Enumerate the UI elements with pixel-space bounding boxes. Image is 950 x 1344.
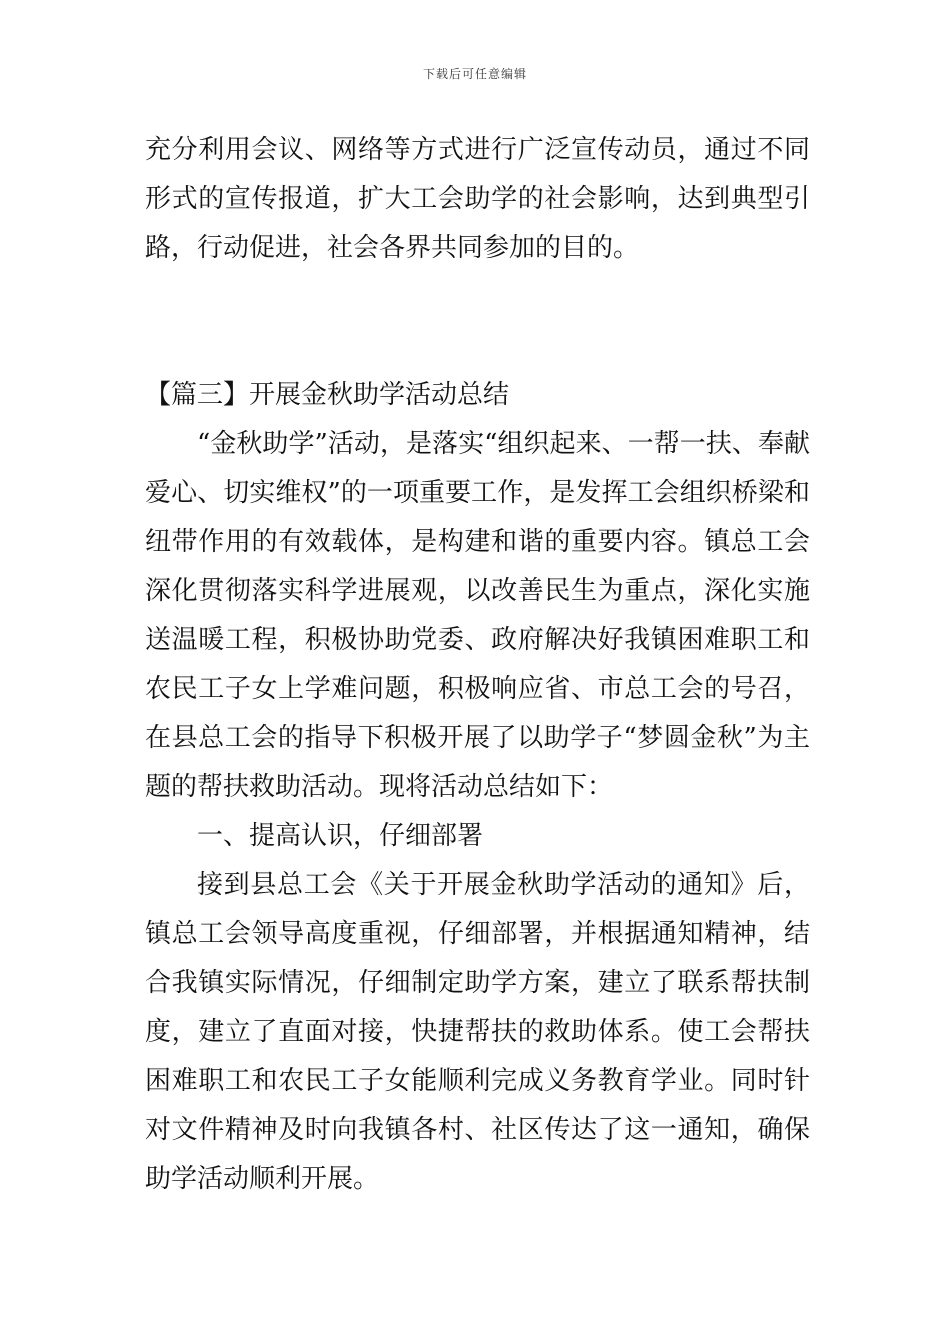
page-header-note: 下载后可任意编辑 [422,67,527,81]
intro-paragraph: “金秋助学”活动，是落实“组织起来、一帮一扶、奉献爱心、切实维权”的一项重要工作，是发挥工会组织桥梁和纽带作用的有效载体，是构建和谐的重要内容。镇总工会深化贯彻落实科学进展观，以改善民生为重点，深化实施送温暖工程，积极协助党委、政府解决好我镇困难职工和农民工子女上学难问题，积极响应省、市总工会的号召，在县总工会的指导下积极开展了以助学子“梦圆金秋”为主题的帮扶救助活动。现将活动总结如下： [145,429,810,802]
body-paragraph: 接到县总工会《关于开展金秋助学活动的通知》后，镇总工会领导高度重视，仔细部署，并根据通知精神，结合我镇实际情况，仔细制定助学方案，建立了联系帮扶制度，建立了直面对接，快捷帮扶的救助体系。使工会帮扶困难职工和农民工子女能顺利完成义务教育学业。同时针对文件精神及时向我镇各村、社区传达了这一通知，确保助学活动顺利开展。 [145,870,810,1194]
section-spacer [145,273,810,371]
subheading: 一、提高认识，仔细部署 [197,821,484,851]
document-body [145,126,810,1204]
section-title: 【篇三】开展金秋助学活动总结 [145,380,510,410]
continued-paragraph: 充分利用会议、网络等方式进行广泛宣传动员，通过不同形式的宣传报道，扩大工会助学的社会影响，达到典型引路，行动促进，社会各界共同参加的目的。 [145,135,810,263]
